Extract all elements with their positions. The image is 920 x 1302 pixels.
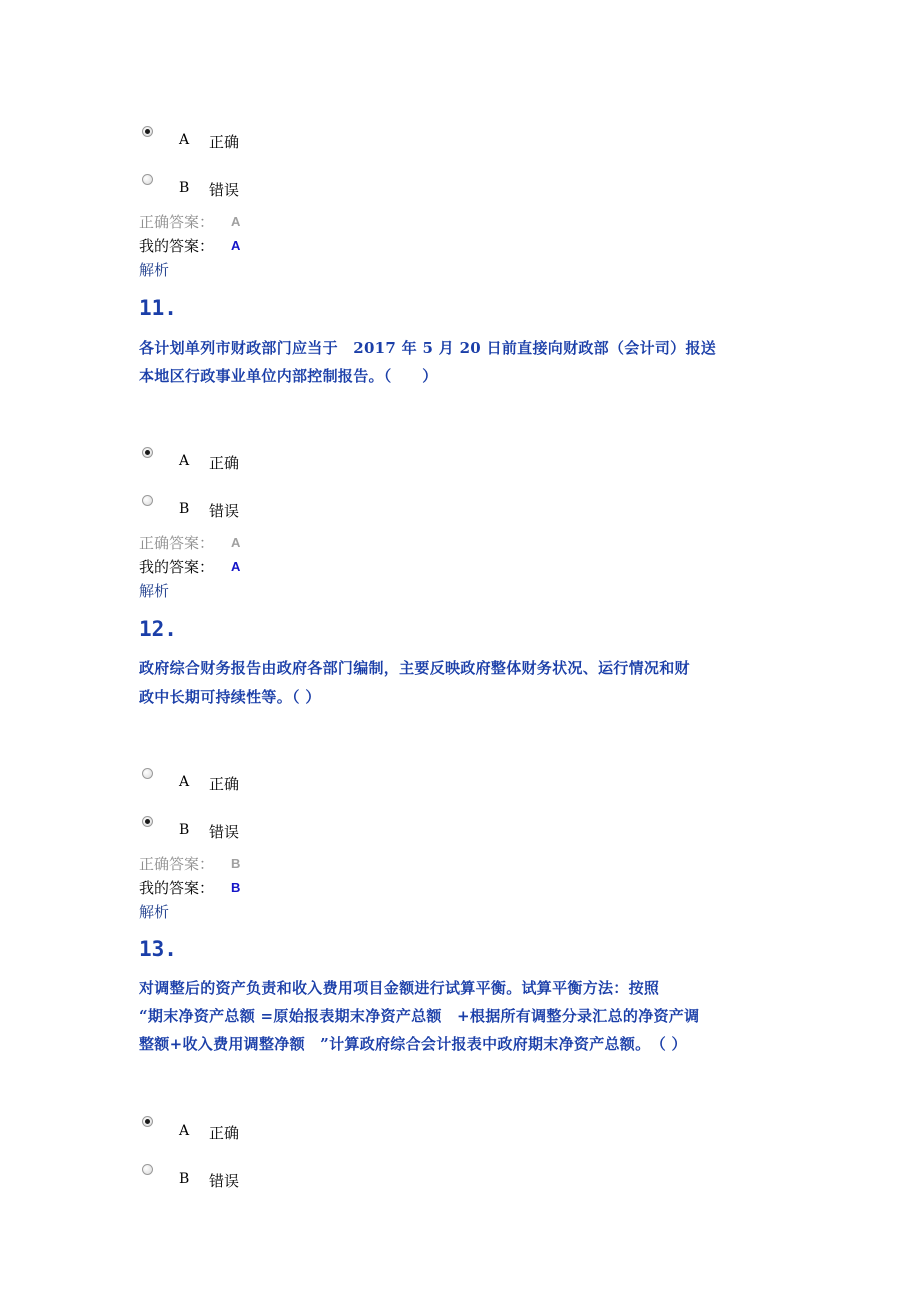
q10-my-answer-value: A (231, 238, 241, 253)
q13-option-b-letter: B (179, 1171, 190, 1187)
q13-text-line3: 整额+收入费用调整净额 ”计算政府综合会计报表中政府期末净资产总额。 （ ） (139, 1035, 687, 1053)
q13-radio-b[interactable] (142, 1164, 153, 1175)
q10-my-answer-label: 我的答案： (139, 237, 215, 255)
q13-number: 13. (139, 937, 177, 961)
q11-option-a-text[interactable]: 正确 (209, 454, 240, 472)
q11-my-answer-label: 我的答案： (139, 558, 215, 576)
q13-text-line2: “期末净资产总额 =原始报表期末净资产总额 +根据所有调整分录汇总的净资产调 (139, 1007, 700, 1025)
q10-radio-a[interactable] (142, 126, 153, 137)
q11-analysis-link[interactable]: 解析 (139, 582, 170, 600)
q13-option-b-text[interactable]: 错误 (209, 1172, 240, 1190)
q11-option-b-letter: B (179, 501, 190, 517)
q12-analysis-link[interactable]: 解析 (139, 903, 170, 921)
q10-option-b-text[interactable]: 错误 (209, 181, 240, 199)
q11-correct-answer-value: A (231, 535, 241, 550)
q11-radio-b[interactable] (142, 495, 153, 506)
q11-radio-a[interactable] (142, 447, 153, 458)
q13-radio-a[interactable] (142, 1116, 153, 1127)
q12-option-a-text[interactable]: 正确 (209, 775, 240, 793)
q11-option-b-text[interactable]: 错误 (209, 502, 240, 520)
q11-correct-answer-label: 正确答案： (139, 534, 215, 552)
q12-option-b-letter: B (179, 822, 190, 838)
q12-number: 12. (139, 617, 177, 641)
q10-option-a-letter: A (179, 132, 190, 148)
q13-option-a-text[interactable]: 正确 (209, 1124, 240, 1142)
q11-option-a-letter: A (179, 453, 190, 469)
q12-option-a-letter: A (179, 774, 190, 790)
q11-number: 11. (139, 296, 177, 320)
q10-option-a-text[interactable]: 正确 (209, 133, 240, 151)
q12-correct-answer-label: 正确答案： (139, 855, 215, 873)
q12-my-answer-label: 我的答案： (139, 879, 215, 897)
q11-text-line2: 本地区行政事业单位内部控制报告。（ ） (139, 367, 438, 385)
q12-option-b-text[interactable]: 错误 (209, 823, 240, 841)
q12-text-line2: 政中长期可持续性等。（ ） (139, 688, 321, 706)
q12-radio-a[interactable] (142, 768, 153, 779)
q13-text-line1: 对调整后的资产负责和收入费用项目金额进行试算平衡。试算平衡方法：按照 (139, 979, 660, 997)
q12-correct-answer-value: B (231, 856, 241, 871)
q10-radio-b[interactable] (142, 174, 153, 185)
q12-text-line1: 政府综合财务报告由政府各部门编制，主要反映政府整体财务状况、运行情况和财 (139, 659, 690, 677)
q11-my-answer-value: A (231, 559, 241, 574)
q12-my-answer-value: B (231, 880, 241, 895)
q10-analysis-link[interactable]: 解析 (139, 261, 170, 279)
q13-option-a-letter: A (179, 1123, 190, 1139)
q11-text-line1: 各计划单列市财政部门应当于 2017 年 5 月 20 日前直接向财政部（会计司）报送 (139, 339, 717, 357)
q10-option-b-letter: B (179, 180, 190, 196)
q12-radio-b[interactable] (142, 816, 153, 827)
q10-correct-answer-value: A (231, 214, 241, 229)
q10-correct-answer-label: 正确答案： (139, 213, 215, 231)
